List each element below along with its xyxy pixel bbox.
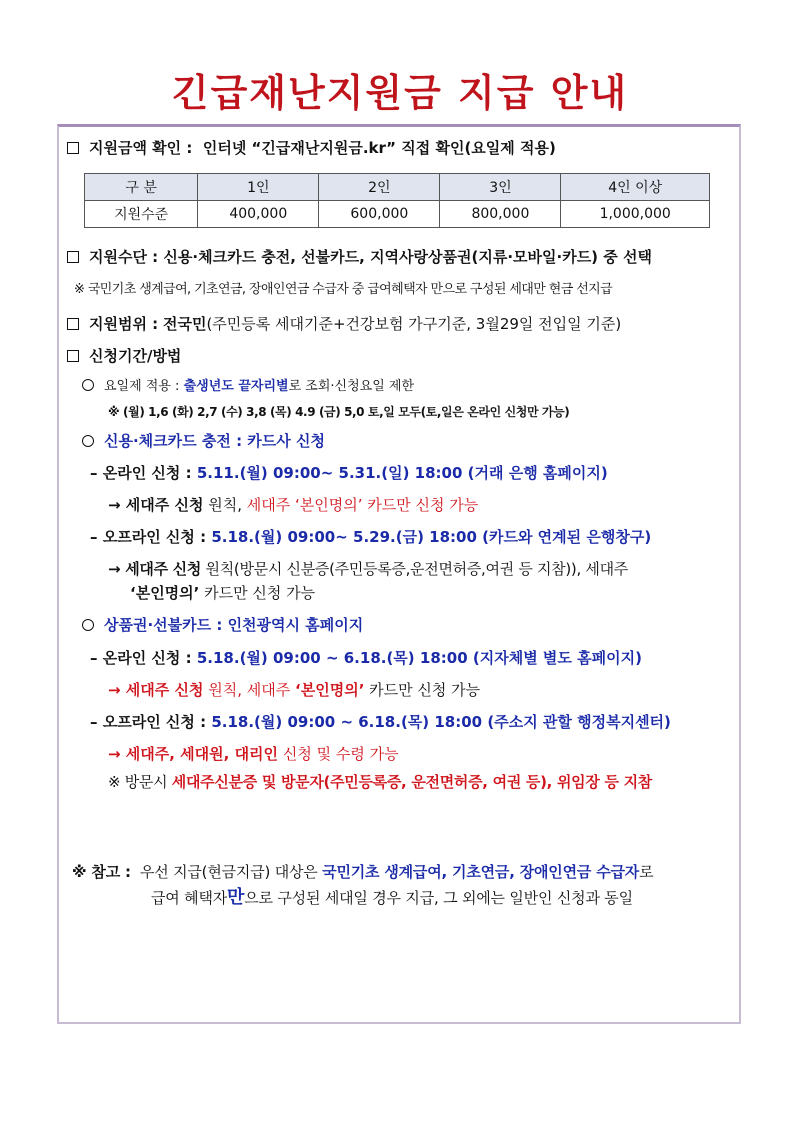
card-offline-where: (카드와 연계된 은행창구) (482, 528, 652, 546)
reference-e: 만 (227, 887, 245, 908)
card-online-note-c: 세대주 ‘본인명의’ 카드만 신청 가능 (246, 496, 479, 514)
voucher-online-note-d: 카드만 신청 가능 (369, 681, 481, 699)
card-offline-note-c: ‘본인명의’ (130, 584, 200, 602)
voucher-offline (90, 712, 671, 732)
weekday-prefix: 요일제 적용 : (104, 379, 180, 394)
scope-value: 전국민 (162, 315, 207, 333)
circle-bullet-icon (82, 379, 94, 391)
method-note: ※ 국민기초 생계급여, 기초연금, 장애인연금 수급자 중 급여혜택자 만으로 구성된 세대만 현금 선지급 (74, 282, 613, 297)
table-header: 2인 (319, 174, 440, 201)
voucher-online-note (108, 680, 480, 700)
table-cell: 400,000 (198, 201, 319, 228)
reference-line-1 (72, 862, 653, 882)
voucher-offline-note-a: → 세대주, 세대원, 대리인 (108, 745, 279, 763)
reference-line-2 (151, 888, 633, 908)
amount-section (67, 138, 556, 158)
weekday-bold: 출생년도 끝자리별 (183, 379, 289, 394)
voucher-online (90, 648, 642, 668)
weekday-detail: ※ (월) 1,6 (화) 2,7 (수) 3,8 (목) 4.9 (금) 5,0 토,일 모두(토,일은 온라인 신청만 가능) (108, 405, 570, 419)
method-label: 지원수단 : (89, 248, 159, 266)
reference-prefix: ※ 참고 : (72, 863, 131, 881)
reference-d: 급여 혜택자 (151, 889, 228, 907)
voucher-online-note-a: → 세대주 신청 (108, 681, 204, 699)
voucher-visit-prefix: ※ 방문시 (108, 773, 168, 791)
card-heading (82, 431, 325, 451)
card-online-where: (거래 은행 홈페이지) (467, 464, 608, 482)
checkbox-icon (67, 318, 79, 330)
card-offline-note (108, 559, 628, 579)
voucher-offline-dates: 5.18.(월) 09:00 ~ 6.18.(목) 18:00 (211, 713, 483, 731)
card-online-note (108, 495, 478, 515)
reference-c: 로 (639, 863, 654, 881)
table-header-row (85, 174, 710, 201)
voucher-online-label: – 온라인 신청 : (90, 649, 192, 667)
card-offline-note-b: 원칙(방문시 신분증(주민등록증,운전면허증,여권 등 지참)), 세대주 (205, 560, 628, 578)
table-header: 4인 이상 (561, 174, 710, 201)
card-online (90, 463, 608, 483)
table-header: 구 분 (85, 174, 198, 201)
voucher-visit-note (108, 772, 652, 792)
reference-a: 우선 지급(현금지급) 대상은 (139, 863, 318, 881)
period-label: 신청기간/방법 (89, 347, 182, 365)
method-section (67, 247, 652, 267)
checkbox-icon (67, 142, 79, 154)
card-offline-note-d: 카드만 신청 가능 (204, 584, 316, 602)
weekday-suffix: 로 조회·신청요일 제한 (288, 379, 414, 394)
voucher-offline-note (108, 744, 399, 764)
voucher-offline-note-b: 신청 및 수령 가능 (282, 745, 399, 763)
card-offline (90, 527, 651, 547)
row-label: 지원수준 (85, 201, 198, 228)
voucher-online-note-b: 원칙, 세대주 (208, 681, 291, 699)
card-offline-note-a: → 세대주 신청 (108, 560, 202, 578)
voucher-visit-text: 세대주신분증 및 방문자(주민등록증, 운전면허증, 여권 등), 위임장 등 지참 (171, 773, 652, 791)
voucher-online-where: (지자체별 별도 홈페이지) (472, 649, 642, 667)
amount-text: 인터넷 “긴급재난지원금.kr” 직접 확인(요일제 적용) (202, 139, 556, 157)
voucher-offline-where: (주소지 관할 행정복지센터) (487, 713, 671, 731)
scope-label: 지원범위 : (89, 315, 159, 333)
voucher-heading (82, 615, 363, 635)
card-offline-dates: 5.18.(월) 09:00~ 5.29.(금) 18:00 (211, 528, 477, 546)
table-header: 3인 (440, 174, 561, 201)
card-offline-label: – 오프라인 신청 : (90, 528, 207, 546)
page-title: 긴급재난지원금 지급 안내 (171, 71, 629, 115)
checkbox-icon (67, 350, 79, 362)
card-online-label: – 온라인 신청 : (90, 464, 192, 482)
method-text: 신용·체크카드 충전, 선불카드, 지역사랑상품권(지류·모바일·카드) 중 선택 (163, 248, 652, 266)
voucher-offline-label: – 오프라인 신청 : (90, 713, 207, 731)
voucher-online-dates: 5.18.(월) 09:00 ~ 6.18.(목) 18:00 (196, 649, 468, 667)
voucher-heading-text: 상품권·선불카드 : 인천광역시 홈페이지 (104, 616, 364, 634)
amount-label: 지원금액 확인 : (89, 139, 193, 157)
table-row (85, 201, 710, 228)
table-cell: 800,000 (440, 201, 561, 228)
checkbox-icon (67, 251, 79, 263)
card-offline-note-2 (130, 583, 315, 603)
scope-text: (주민등록 세대기준+건강보험 가구기준, 3월29일 전입일 기준) (206, 315, 622, 333)
card-online-dates: 5.11.(월) 09:00~ 5.31.(일) 18:00 (196, 464, 463, 482)
scope-section (67, 314, 621, 334)
period-section (67, 346, 181, 366)
reference-b: 국민기초 생계급여, 기초연금, 장애인연금 수급자 (322, 863, 640, 881)
reference-f: 으로 구성된 세대일 경우 지급, 그 외에는 일반인 신청과 동일 (244, 889, 633, 907)
circle-bullet-icon (82, 619, 94, 631)
support-amount-table (84, 173, 710, 228)
weekday-rule (82, 377, 414, 397)
table-header: 1인 (198, 174, 319, 201)
table-cell: 1,000,000 (561, 201, 710, 228)
card-heading-text: 신용·체크카드 충전 : 카드사 신청 (104, 432, 325, 450)
voucher-online-note-c: ‘본인명의’ (295, 681, 365, 699)
circle-bullet-icon (82, 435, 94, 447)
table-cell: 600,000 (319, 201, 440, 228)
card-online-note-b: 원칙, (208, 496, 242, 514)
card-online-note-a: → 세대주 신청 (108, 496, 204, 514)
